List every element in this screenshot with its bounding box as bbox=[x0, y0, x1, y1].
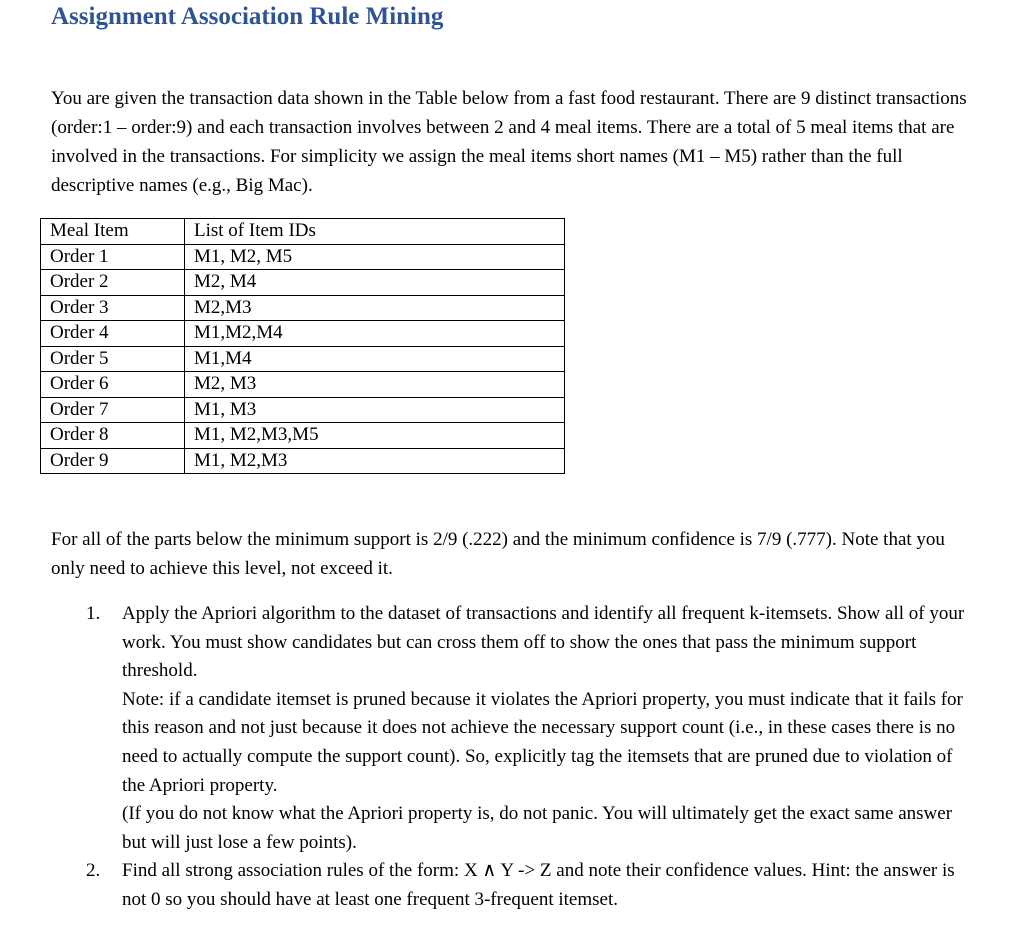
column-header-meal-item: Meal Item bbox=[41, 219, 185, 245]
item-ids-cell: M2, M4 bbox=[185, 270, 565, 296]
support-confidence-note: For all of the parts below the minimum support is 2/9 (.222) and the minimum confidence is 7/9 (.777). Note that you only need to achieve this level, not exceed it. bbox=[51, 529, 945, 579]
order-cell: Order 9 bbox=[41, 448, 185, 474]
item-ids-cell: M1, M3 bbox=[185, 397, 565, 423]
task-list bbox=[0, 600, 1000, 915]
intro-paragraph: You are given the transaction data shown in the Table below from a fast food restaurant. There are 9 distinct transactions (order:1 – order:9) and each transaction involves between 2 and 4 meal items. There are a total of 5 meal items that are involved in the transactions. For simplicity we assign the meal items short names (M1 – M5) rather than the full descriptive names (e.g., Big Mac). bbox=[51, 88, 967, 196]
table-row bbox=[41, 321, 565, 347]
task-number: 1. bbox=[86, 603, 101, 624]
task-text: Apply the Apriori algorithm to the dataset of transactions and identify all frequent k-itemsets. Show all of your work. You must show candidates but can cross them off to show the ones that pass the minimum support threshold. bbox=[122, 603, 965, 682]
table-row bbox=[41, 270, 565, 296]
column-header-item-ids: List of Item IDs bbox=[185, 219, 565, 245]
item-ids-cell: M1, M2,M3,M5 bbox=[185, 423, 565, 449]
transactions-table bbox=[40, 218, 565, 474]
task-item bbox=[0, 857, 1000, 914]
task-text: Find all strong association rules of the form: X ∧ Y -> Z and note their confidence values. Hint: the answer is not 0 so you should have at least one frequent 3-frequent itemset. bbox=[122, 860, 955, 910]
item-ids-cell: M1, M2, M5 bbox=[185, 244, 565, 270]
table-row bbox=[41, 295, 565, 321]
document-title: Assignment Association Rule Mining bbox=[51, 3, 444, 30]
task-note: Note: if a candidate itemset is pruned because it violates the Apriori property, you must indicate that it fails for this reason and not just because it does not achieve the necessary support count (i.e., in these cases there is no need to actually compute the support count). So, explicitly tag the itemsets that are pruned due to violation of the Apriori property. bbox=[122, 688, 963, 796]
table-row bbox=[41, 372, 565, 398]
order-cell: Order 6 bbox=[41, 372, 185, 398]
order-cell: Order 7 bbox=[41, 397, 185, 423]
item-ids-cell: M1, M2,M3 bbox=[185, 448, 565, 474]
order-cell: Order 2 bbox=[41, 270, 185, 296]
item-ids-cell: M2,M3 bbox=[185, 295, 565, 321]
task-item bbox=[0, 600, 1000, 857]
order-cell: Order 3 bbox=[41, 295, 185, 321]
table-row bbox=[41, 244, 565, 270]
item-ids-cell: M2, M3 bbox=[185, 372, 565, 398]
task-number: 2. bbox=[86, 860, 101, 882]
order-cell: Order 8 bbox=[41, 423, 185, 449]
table-row bbox=[41, 346, 565, 372]
order-cell: Order 5 bbox=[41, 346, 185, 372]
table-row bbox=[41, 397, 565, 423]
table-header-row bbox=[41, 219, 565, 245]
order-cell: Order 1 bbox=[41, 244, 185, 270]
item-ids-cell: M1,M2,M4 bbox=[185, 321, 565, 347]
table-row bbox=[41, 448, 565, 474]
task-note: (If you do not know what the Apriori property is, do not panic. You will ultimately get the exact same answer but will just lose a few points). bbox=[122, 803, 953, 853]
order-cell: Order 4 bbox=[41, 321, 185, 347]
item-ids-cell: M1,M4 bbox=[185, 346, 565, 372]
table-row bbox=[41, 423, 565, 449]
